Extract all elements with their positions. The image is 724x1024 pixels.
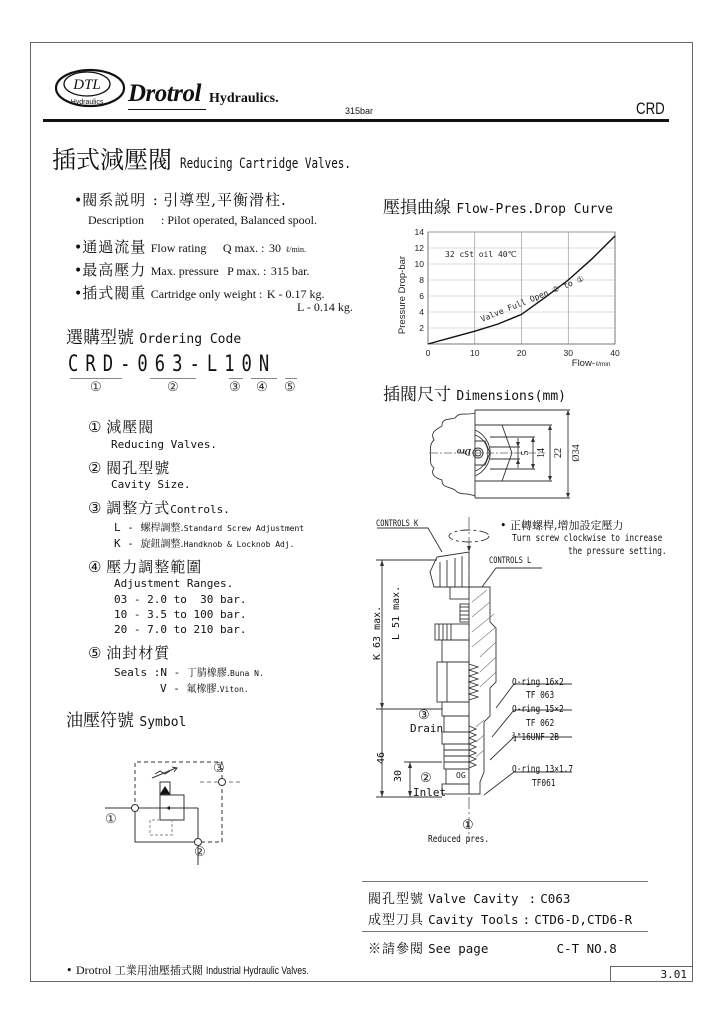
symbol-port-3: ③ <box>213 761 225 776</box>
chart-title-cn: 壓損曲線 <box>383 198 451 218</box>
x-tick-label: 20 <box>516 348 527 358</box>
port-2-marker: ② <box>420 771 432 786</box>
cavity-label-en: Valve Cavity <box>428 891 519 906</box>
dim-label-22: 22 <box>553 448 564 458</box>
spec-label-en: Cartridge only weight : <box>150 287 263 301</box>
code-part-series: CRD <box>68 352 121 377</box>
code-dash: - <box>189 352 207 377</box>
code-underline <box>150 378 196 379</box>
seal-v-line <box>160 680 249 695</box>
junction-1 <box>132 805 139 812</box>
symbol-port-2: ② <box>194 845 206 860</box>
bullet: • <box>74 193 83 209</box>
port-2-label: Inlet <box>413 786 447 799</box>
x-tick-label: 30 <box>563 348 573 358</box>
adjust-note-en2: the pressure setting. <box>568 546 667 557</box>
seal-en: Viton. <box>219 685 249 694</box>
title-cn: 插式減壓閥 <box>52 146 172 174</box>
code-part-seal: N <box>258 352 277 377</box>
seal-code: N - <box>160 666 187 679</box>
ordering-heading <box>66 323 241 348</box>
spec-key: P max. : <box>227 264 267 278</box>
control-en: Standard Screw Adjustment <box>183 524 305 533</box>
tools-label-cn: 成型刀具 <box>368 913 425 928</box>
oring-4: O-ring 13×1.7 <box>512 764 574 775</box>
pressure-rating: 315bar <box>345 106 374 116</box>
control-code: L - <box>114 521 141 534</box>
spec-weight: •插式閥重 Cartridge only weight : K - 0.17 kg. <box>74 284 325 302</box>
tools-label-en: Cavity Tools <box>428 912 519 927</box>
adjust-note-cn-text: 正轉螺桿,增加設定壓力 <box>510 519 624 532</box>
option-4-en: Adjustment Ranges. <box>114 577 234 590</box>
chart-heading <box>383 193 613 218</box>
control-en: Handknob & Locknob Adj. <box>183 540 295 549</box>
control-k-line <box>114 535 294 550</box>
model-code-text: CRD <box>636 99 665 118</box>
header-rule <box>43 119 669 122</box>
spec-label-en: Max. pressure <box>150 264 219 278</box>
spec-value-cn: 引導型,平衡滑柱. <box>163 191 287 209</box>
dimensions-heading <box>383 380 566 405</box>
ordering-code <box>68 352 335 377</box>
option-2-en: Cavity Size. <box>111 478 191 491</box>
spec-unit: ℓ/min. <box>285 245 306 254</box>
option-cn: 油封材質 <box>106 644 171 662</box>
footer-cn: 工業用油壓插式閥 <box>114 964 203 977</box>
dtl-logo <box>54 68 126 108</box>
spec-pressure: •最高壓力 Max. pressure P max. : 315 bar. <box>74 261 310 279</box>
oring-2: O-ring 15×2 <box>512 704 564 715</box>
dim-l-max: L 51 max. <box>391 585 402 640</box>
spec-label-en: Description <box>88 213 144 227</box>
pressure-drop-chart <box>395 220 635 370</box>
logo-mark: Dro <box>456 447 472 457</box>
code-dash: - <box>120 352 138 377</box>
footer-brand: Drotrol <box>76 963 112 977</box>
y-axis-label: Pressure Drop-bar <box>397 255 408 335</box>
footer-en: Industrial Hydraulic Valves. <box>206 965 310 977</box>
logo-ring-text: Hydraulics. <box>70 99 106 106</box>
code-marker-1: ① <box>90 380 102 395</box>
oring-2-code: TF 062 <box>526 718 555 729</box>
seal-cn: 氟橡膠. <box>186 684 220 695</box>
thread-spec: ¾"16UNF-2B <box>512 732 559 743</box>
symbol-port-1: ① <box>105 812 117 827</box>
chart-annotation: 32 cSt oil 40℃ <box>445 250 517 259</box>
brand-name: Drotrol <box>128 80 201 107</box>
y-tick-label: 4 <box>419 307 424 317</box>
y-tick-label: 6 <box>419 291 424 301</box>
cavity-row: 閥孔型號 Valve Cavity : C063 <box>368 891 571 907</box>
oring-1-code: TF 063 <box>526 690 555 701</box>
dim-46: 46 <box>376 751 387 764</box>
spec-value: 30 <box>268 241 281 255</box>
spec-label-cn: 插式閥重 <box>82 284 147 302</box>
tools-value: CTD6-D,CTD6-R <box>534 912 633 927</box>
range-03: 03 - 2.0 to 30 bar. <box>114 593 247 606</box>
symbol-heading-cn: 油壓符號 <box>66 711 134 731</box>
dim-label-5: 5 <box>520 450 531 456</box>
spec-flow: •通過流量 Flow rating Q max. : 30 ℓ/min. <box>74 238 306 256</box>
code-marker-2: ② <box>167 380 179 395</box>
code-underline <box>285 378 297 379</box>
seal-cn: 丁腈橡膠. <box>186 668 231 679</box>
code-underline <box>229 378 243 379</box>
spec-value: 315 bar. <box>270 264 310 278</box>
seals-label: Seals : <box>114 666 161 679</box>
series-label: Valve Full Open ② to ① <box>479 274 586 324</box>
brand-underline <box>128 109 206 110</box>
code-underline <box>251 378 277 379</box>
code-marker-5: ⑤ <box>284 380 296 395</box>
ordering-heading-cn: 選購型號 <box>66 328 134 348</box>
page-number: 3.01 <box>610 966 693 982</box>
option-number: ⑤ <box>88 644 102 662</box>
option-1-en: Reducing Valves. <box>111 438 217 451</box>
ordering-heading-en: Ordering Code <box>139 332 242 347</box>
see-page-row <box>368 938 617 957</box>
controls-k-label: CONTROLS K <box>376 519 419 529</box>
control-cn: 螺桿調整. <box>140 523 184 534</box>
option-number: ② <box>88 459 102 477</box>
dim-label-34: Ø34 <box>571 444 582 462</box>
y-tick-label: 14 <box>414 227 424 237</box>
svg-text:OG: OG <box>456 771 466 780</box>
port-1-marker: ① <box>462 818 474 833</box>
see-page-value: C-T NO.8 <box>556 941 617 956</box>
spec-label-cn: 最高壓力 <box>82 261 147 279</box>
spec-weight-l: L - 0.14 kg. <box>297 300 353 314</box>
see-page-label-cn: ※請參閱 <box>368 942 425 957</box>
option-cn: 閥孔型號 <box>106 459 171 477</box>
option-number: ③ <box>88 499 102 517</box>
option-en-inline: Controls. <box>170 503 230 516</box>
port-3-marker: ③ <box>418 708 430 723</box>
spec-sep: : <box>152 191 159 209</box>
tools-row: 成型刀具 Cavity Tools : CTD6-D,CTD6-R <box>368 912 633 928</box>
y-tick-label: 8 <box>419 275 424 285</box>
option-cn: 調整方式 <box>106 499 171 517</box>
range-20: 20 - 7.0 to 210 bar. <box>114 623 247 636</box>
code-part-control: L <box>206 352 225 377</box>
option-number: ④ <box>88 558 102 576</box>
port-1-label: Reduced pres. <box>428 834 490 845</box>
pilot-frame <box>135 762 222 842</box>
option-number: ① <box>88 418 102 436</box>
code-part-cavity: 063 <box>137 352 190 377</box>
see-page-label-en: See page <box>428 941 489 956</box>
x-axis-label: Flow- <box>571 358 595 369</box>
x-tick-label: 10 <box>470 348 480 358</box>
spec-label-en: Flow rating <box>150 241 207 255</box>
top-view-drawing <box>420 408 600 503</box>
x-axis-unit: ℓ/min <box>596 361 611 368</box>
cavity-label-cn: 閥孔型號 <box>368 892 425 907</box>
code-marker-4: ④ <box>256 380 268 395</box>
x-tick-label: 40 <box>610 348 620 358</box>
spring-triangle <box>160 786 170 794</box>
dimensions-heading-cn: 插閥尺寸 <box>383 385 451 405</box>
model-code <box>636 99 673 119</box>
code-part-range: 10 <box>224 352 259 377</box>
option-4-heading <box>88 556 202 577</box>
cavity-value: C063 <box>540 891 571 906</box>
spec-key: Q max. : <box>222 241 265 255</box>
y-tick-label: 10 <box>414 259 424 269</box>
spec-value-en: Pilot operated, Balanced spool. <box>167 213 317 227</box>
table-top-rule <box>362 881 648 882</box>
dim-30: 30 <box>393 769 404 782</box>
footer: • Drotrol 工業用油壓插式閥 Industrial Hydraulic Valves. <box>66 963 310 977</box>
code-marker-3: ③ <box>229 380 241 395</box>
control-l-line <box>114 519 304 534</box>
control-cn: 旋鈕調整. <box>140 539 184 550</box>
seal-code: V - <box>160 682 187 695</box>
y-tick-label: 2 <box>419 323 424 333</box>
seal-en: Buna N. <box>230 669 264 678</box>
junction-3 <box>219 779 226 786</box>
oring-4-code: TF061 <box>532 778 556 789</box>
page-title <box>52 140 399 175</box>
oring-1: O-ring 16×2 <box>512 677 564 688</box>
spec-label-cn: 通過流量 <box>82 238 147 256</box>
option-1-heading <box>88 416 154 437</box>
spec-label-cn: 閥系説明 <box>82 191 147 209</box>
table-mid-rule <box>362 931 648 932</box>
option-cn: 壓力調整範圍 <box>106 558 203 576</box>
symbol-heading-en: Symbol <box>139 715 187 730</box>
adjust-note-cn: • 正轉螺桿,增加設定壓力 <box>500 519 624 532</box>
option-2-heading <box>88 457 170 478</box>
dim-k-max: K 63 max. <box>372 605 383 660</box>
port-3-label: Drain <box>410 722 444 735</box>
spec-description-en <box>88 213 317 228</box>
spec-value: K - 0.17 kg. <box>266 287 325 301</box>
logo-text: DTL <box>73 77 101 93</box>
port-2-line <box>135 808 198 865</box>
code-underline <box>70 378 122 379</box>
seal-n-line <box>114 664 264 679</box>
adjust-note-en1: Turn screw clockwise to increase <box>512 533 663 544</box>
chart-title: Flow-Pres.Drop Curve <box>456 202 613 217</box>
title-en: Reducing Cartridge Valves. <box>179 156 351 172</box>
x-tick-label: 0 <box>425 348 431 358</box>
dim-label-14: 14 <box>536 448 547 458</box>
range-10: 10 - 3.5 to 100 bar. <box>114 608 247 621</box>
spec-description <box>74 189 287 210</box>
option-5-heading <box>88 642 170 663</box>
dimensions-heading-en: Dimensions(mm) <box>456 389 566 404</box>
y-tick-label: 12 <box>414 243 424 253</box>
spec-sep: : <box>161 213 165 227</box>
control-code: K - <box>114 537 141 550</box>
option-cn: 減壓閥 <box>106 418 155 436</box>
option-3-heading <box>88 497 230 518</box>
symbol-heading <box>66 706 186 731</box>
controls-l-label: CONTROLS L <box>489 556 532 566</box>
brand-suffix: Hydraulics. <box>209 91 279 106</box>
